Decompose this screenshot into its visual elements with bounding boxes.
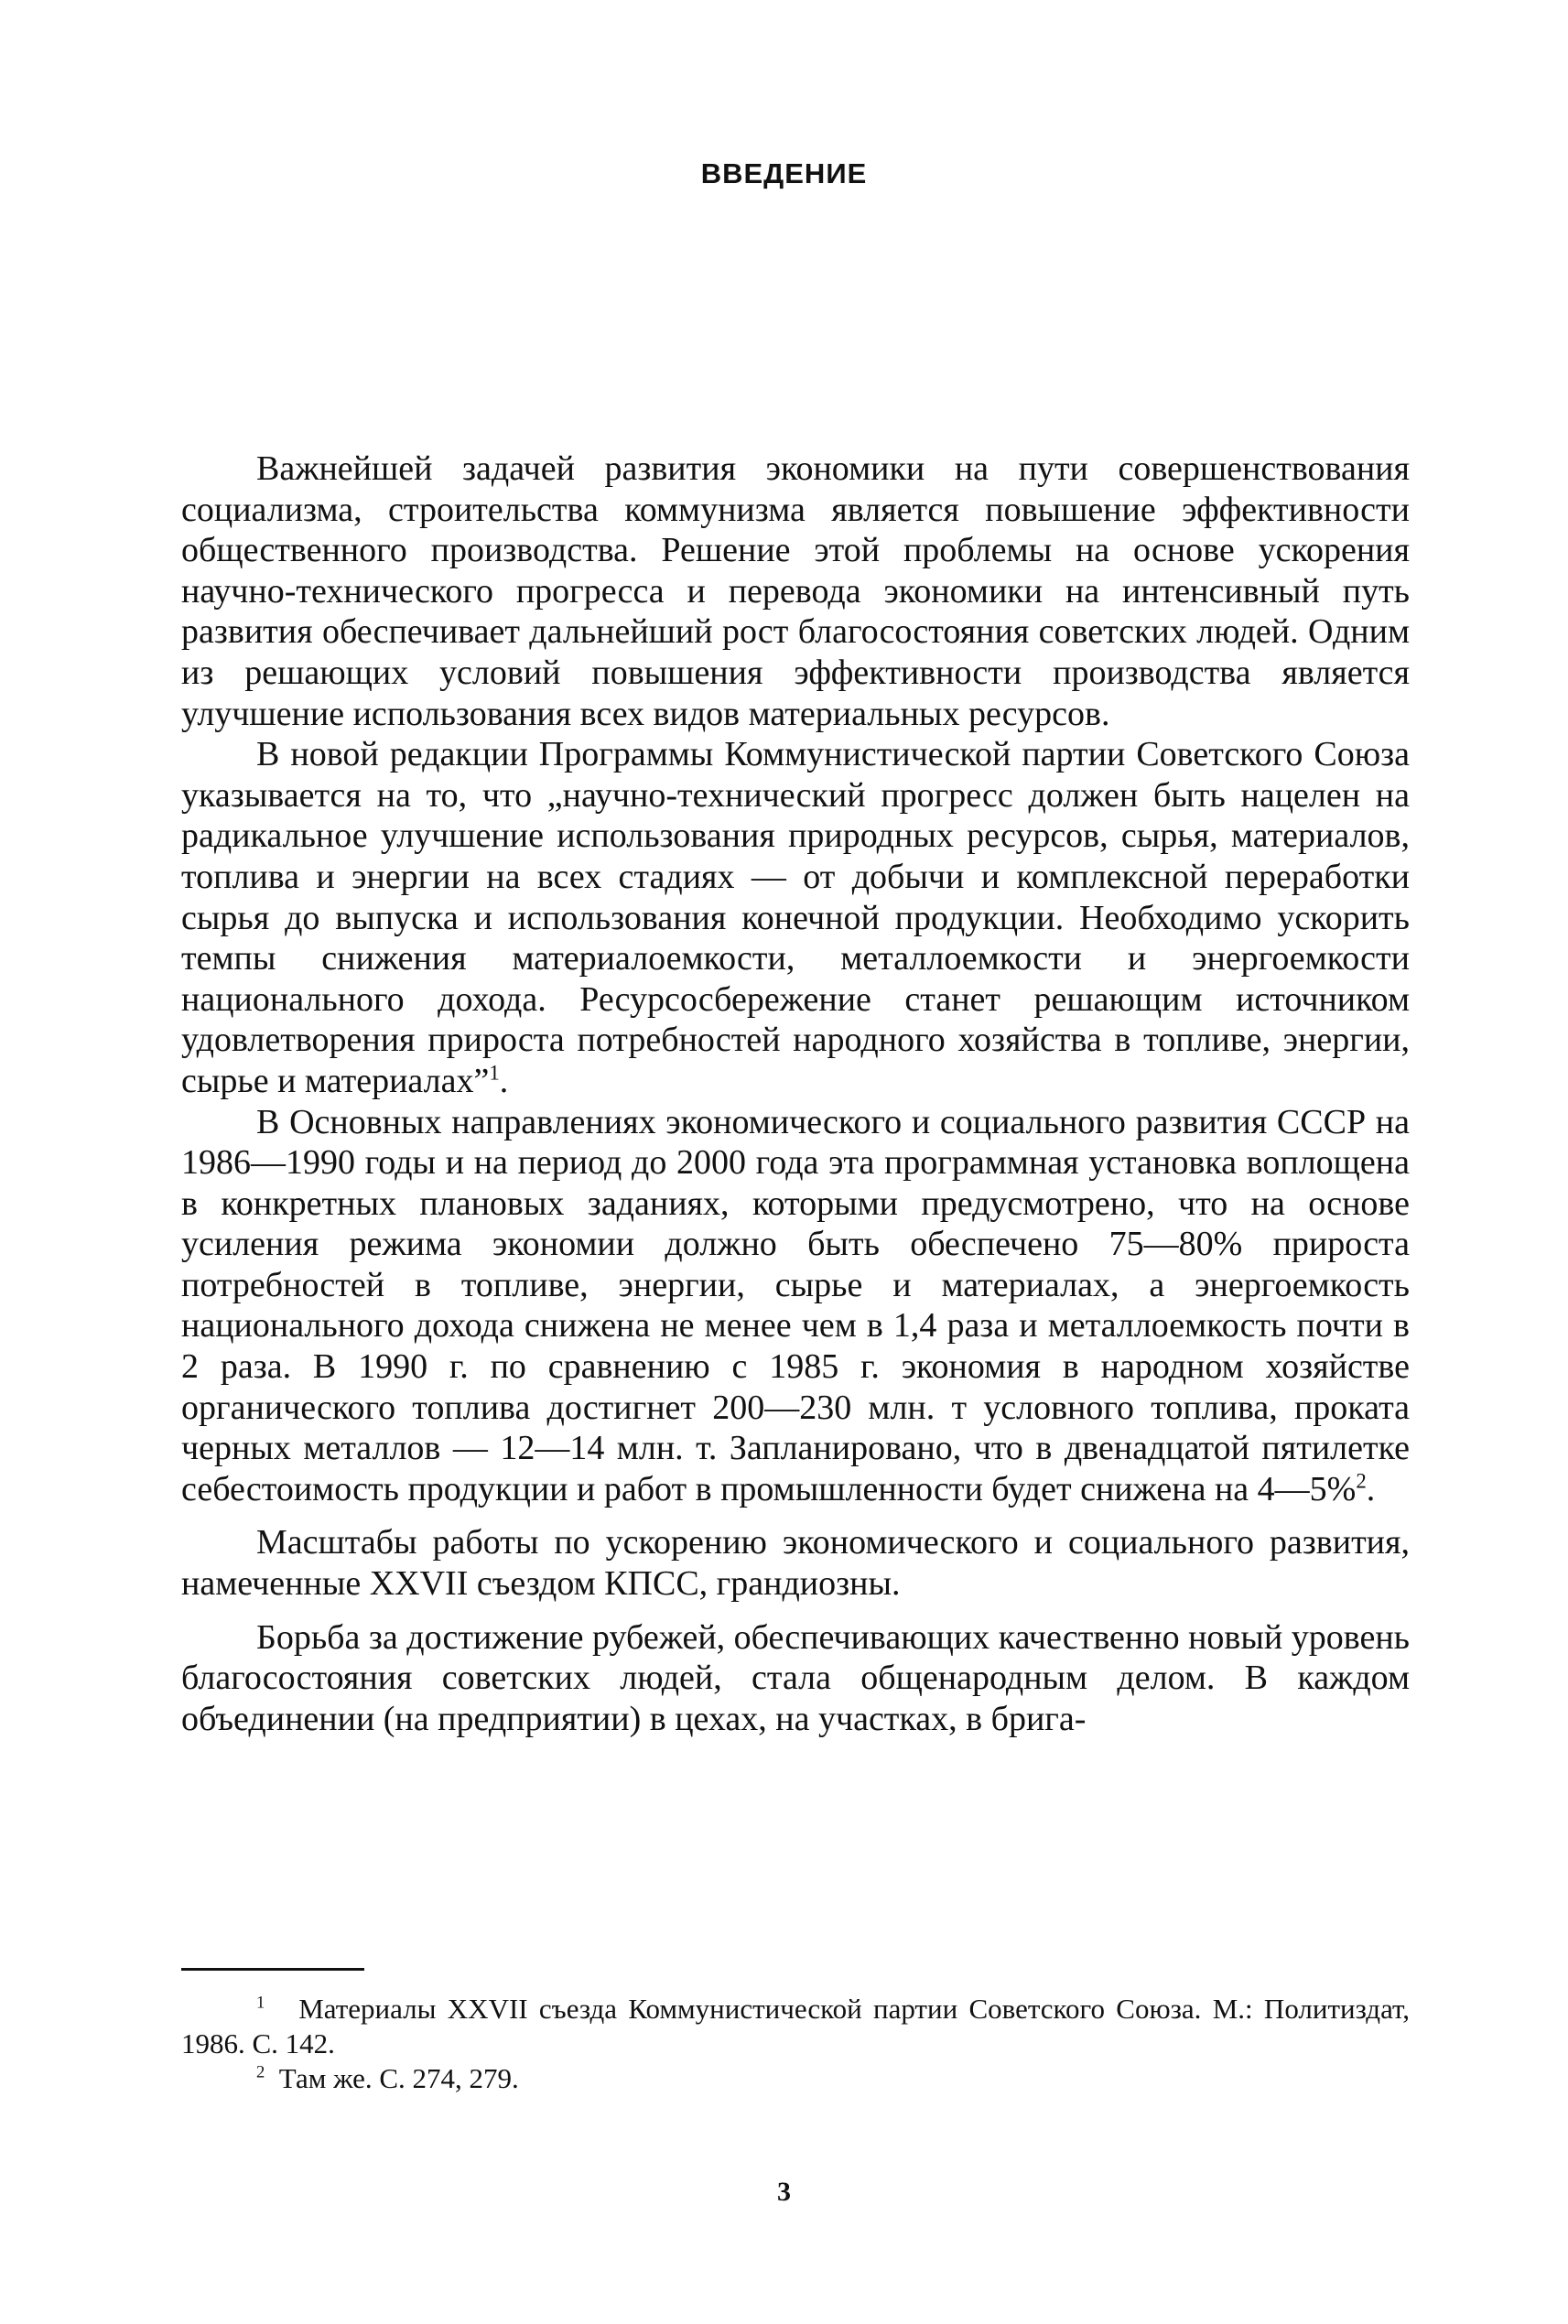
footnote-separator — [181, 1968, 364, 1971]
footnotes — [181, 1992, 1410, 2096]
paragraph-3: В Основных направлениях экономического и социального развития СССР на 1986—1990 годы и на период до 2000 года эта программная установка воплощена в конкретных плановых заданиях, которыми предусмотрено, что на основе усиления режима экономии должно быть обеспечено 75—80% прироста потребностей в топливе, энергии, сырье и материалах, а энергоемкость национального дохода снижена не менее чем в 1,4 раза и металлоемкость почти в 2 раза. В 1990 г. по сравнению с 1985 г. экономия в народном хозяйстве органического топлива достигнет 200—230 млн. т условного топлива, проката черных металлов — 12—14 млн. т. Запланировано, что в двенадцатой пятилетке себестоимость продукции и работ в промышленности будет снижена на 4—5%$^2$. — [181, 1102, 1410, 1508]
paragraph-2: В новой редакции Программы Коммунистической партии Советского Союза указывается на то, что „научно-технический прогресс должен быть нацелен на радикальное улучшение использования природных ресурсов, сырья, материалов, топлива и энергии на всех стадиях — от добычи и комплексной переработки сырья до выпуска и использования конечной продукции. Необходимо ускорить темпы снижения материалоемкости, металлоемкости и энергоемкости национального дохода. Ресурсосбережение станет решающим источником удовлетворения прироста потребностей народного хозяйства в топливе, энергии, сырье и материалах”$^1$. — [181, 735, 1410, 1100]
footnote-1-marker: 1 — [256, 1993, 265, 2013]
footnote-1-text: Материалы XXVII съезда Коммунистической партии Советского Союза. М.: Политиздат, 1986. С. 142. — [181, 1993, 1410, 2059]
paragraph-1: Важнейшей задачей развития экономики на пути совершенствования социализма, строительства коммунизма является повышение эффективности общественного производства. Решение этой проблемы на основе ускорения научно-технического прогресса и перевода экономики на интенсивный путь развития обеспечивает дальнейший рост благосостояния советских людей. Одним из решающих условий повышения эффективности производства является улучшение использования всех видов материальных ресурсов. — [181, 449, 1410, 733]
footnote-2 — [181, 2061, 1410, 2096]
paragraph-4: Масштабы работы по ускорению экономического и социального развития, намеченные XXVII съездом КПСС, грандиозны. — [181, 1523, 1410, 1604]
footnote-1 — [181, 1992, 1410, 2061]
footnote-2-text: Там же. С. 274, 279. — [278, 2062, 519, 2094]
paragraph-2-text: В новой редакции Программы Коммунистической партии Советского Союза указывается на то, что „научно-технический прогресс должен быть нацелен на радикальное улучшение использования природных ресурсов, сырья, материалов, топлива и энергии на всех стадиях — от добычи и комплексной переработки сырья до выпуска и использования конечной продукции. Необходимо ускорить темпы снижения материалоемкости, металлоемкости и энергоемкости национального дохода. Ресурсосбережение станет решающим источником удовлетворения прироста потребностей народного хозяйства в топливе, энергии, сырье и материалах” — [181, 735, 1410, 1100]
page-number: 3 — [777, 2177, 791, 2207]
footnote-2-marker: 2 — [256, 2062, 265, 2082]
page-heading: ВВЕДЕНИЕ — [700, 157, 868, 189]
footnote-ref-1: 1 — [489, 1061, 500, 1085]
paragraph-3-text: В Основных направлениях экономического и социального развития СССР на 1986—1990 годы и на период до 2000 года эта программная установка воплощена в конкретных плановых заданиях, которыми предусмотрено, что на основе усиления режима экономии должно быть обеспечено 75—80% прироста потребностей в топливе, энергии, сырье и материалах, а энергоемкость национального дохода снижена не менее чем в 1,4 раза и металлоемкость почти в 2 раза. В 1990 г. по сравнению с 1985 г. экономия в народном хозяйстве органического топлива достигнет 200—230 млн. т условного топлива, проката черных металлов — 12—14 млн. т. Запланировано, что в двенадцатой пятилетке себестоимость продукции и работ в промышленности будет снижена на 4—5% — [181, 1102, 1410, 1508]
footnote-ref-2: 2 — [1356, 1469, 1367, 1493]
body-text — [181, 449, 1410, 1739]
paragraph-5: Борьба за достижение рубежей, обеспечивающих качественно новый уровень благосостояния советских людей, стала общенародным делом. В каждом объединении (на предприятии) в цехах, на участках, в брига- — [181, 1617, 1410, 1738]
